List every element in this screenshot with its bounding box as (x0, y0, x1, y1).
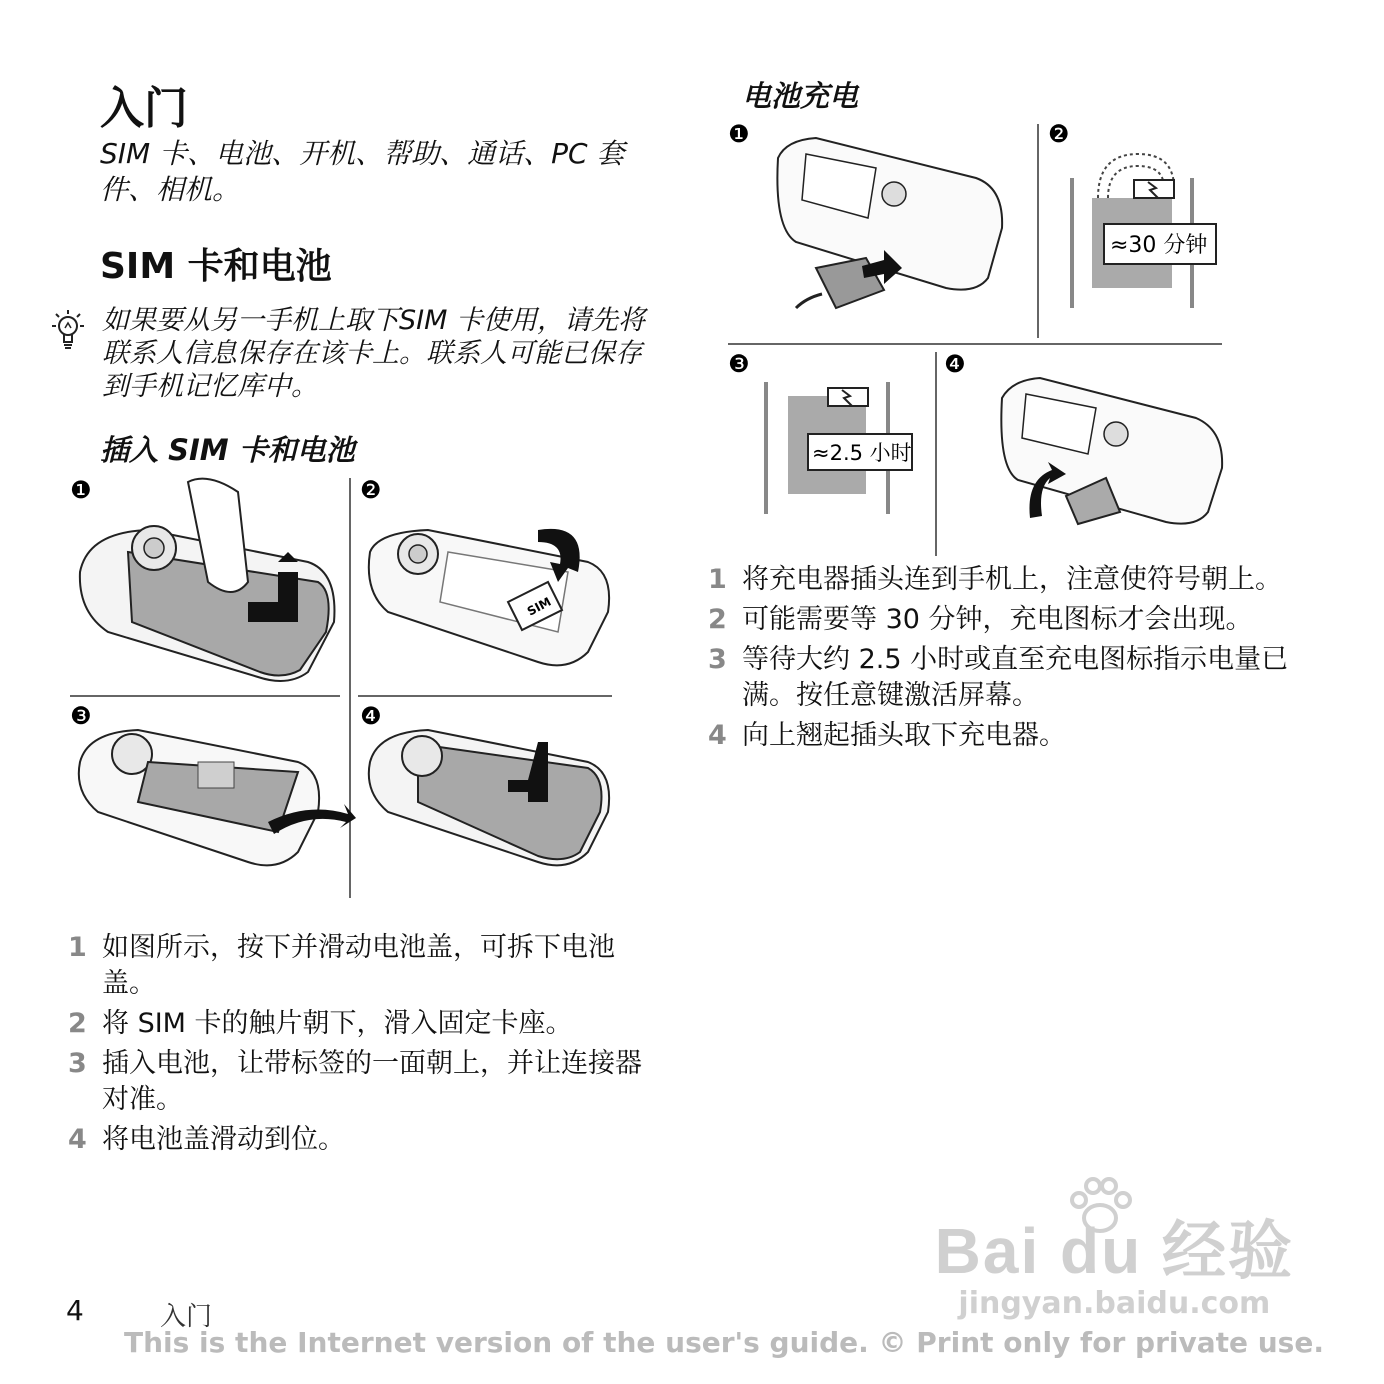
screen-full-illustration-3 (766, 382, 912, 514)
tip-text: 如果要从另一手机上取下SIM 卡使用，请先将联系人信息保存在该卡上。联系人可能已保存到手机记忆库中。 (102, 305, 645, 402)
step-text: 插入电池，让带标签的一面朝上，并让连接器对准。 (102, 1048, 642, 1115)
insert-marker-1: ❶ (70, 476, 92, 504)
charge-title: 电池充电 (742, 79, 859, 113)
charge-marker-1: ❶ (728, 120, 750, 148)
battery-insert-illustration-3 (79, 730, 356, 865)
footer-note: This is the Internet version of the user's guide. © Print only for private use. (124, 1326, 1324, 1359)
step-text: 等待大约 2.5 小时或直至充电图标指示电量已满。按任意键激活屏幕。 (742, 644, 1289, 711)
step-text: 可能需要等 30 分钟，充电图标才会出现。 (742, 604, 1253, 635)
step-number: 2 (708, 604, 727, 635)
sim-card-label: SIM (524, 594, 554, 619)
step-number: 1 (708, 564, 727, 595)
step-text: 将充电器插头连到手机上，注意使符号朝上。 (742, 564, 1282, 595)
phone-charger-illustration-1 (777, 138, 1002, 308)
step-number: 4 (708, 720, 727, 751)
insert-marker-2: ❷ (360, 476, 382, 504)
list-item (708, 642, 1298, 714)
step-text: 将电池盖滑动到位。 (102, 1124, 345, 1155)
list-item (708, 602, 1298, 638)
step-text: 将 SIM 卡的触片朝下，滑入固定卡座。 (102, 1008, 573, 1039)
list-item (68, 1122, 658, 1158)
step-text: 向上翘起插头取下充电器。 (742, 720, 1066, 751)
step-number: 3 (68, 1048, 87, 1079)
insert-title: 插入 SIM 卡和电池 (100, 433, 355, 467)
charge-steps-list (708, 562, 1298, 758)
phone-open-illustration-2 (369, 529, 609, 665)
list-item (68, 930, 658, 1002)
watermark-url: jingyan.baidu.com (958, 1286, 1271, 1321)
step-number: 3 (708, 644, 727, 675)
step-number: 2 (68, 1008, 87, 1039)
charge-marker-4: ❹ (944, 350, 966, 378)
paw-icon (1065, 1176, 1135, 1236)
list-item (708, 562, 1298, 598)
step-text: 如图所示，按下并滑动电池盖，可拆下电池盖。 (102, 932, 615, 999)
insert-marker-4: ❹ (360, 702, 382, 730)
step-number: 1 (68, 932, 87, 963)
sim-section-title: SIM 卡和电池 (100, 246, 332, 287)
insert-steps-list (68, 930, 658, 1162)
cover-slide-illustration-4 (369, 730, 609, 865)
screen-wait-illustration-2 (1072, 154, 1216, 308)
charger-remove-illustration-4 (1001, 378, 1222, 524)
footer-section: 入门 (160, 1302, 213, 1332)
charge-marker-2: ❷ (1048, 120, 1070, 148)
list-item (708, 718, 1298, 754)
page-title: 入门 (100, 83, 188, 134)
step-number: 4 (68, 1124, 87, 1155)
charge-marker-3: ❸ (728, 350, 750, 378)
page-number: 4 (66, 1294, 84, 1327)
list-item (68, 1006, 658, 1042)
phone-back-illustration-1 (80, 479, 335, 681)
watermark-brand: Bai du 经验 (934, 1215, 1294, 1287)
insert-figure (68, 472, 616, 900)
charge-figure (726, 118, 1224, 558)
baidu-watermark (935, 1200, 1294, 1321)
list-item (68, 1046, 658, 1118)
lightbulb-icon (46, 306, 90, 354)
wait-time-label: ≈30 分钟 (1110, 233, 1208, 258)
insert-marker-3: ❸ (70, 702, 92, 730)
page-subtitle: SIM 卡、电池、开机、帮助、通话、PC 套件、相机。 (100, 137, 625, 206)
full-charge-label: ≈2.5 小时 (812, 441, 912, 465)
